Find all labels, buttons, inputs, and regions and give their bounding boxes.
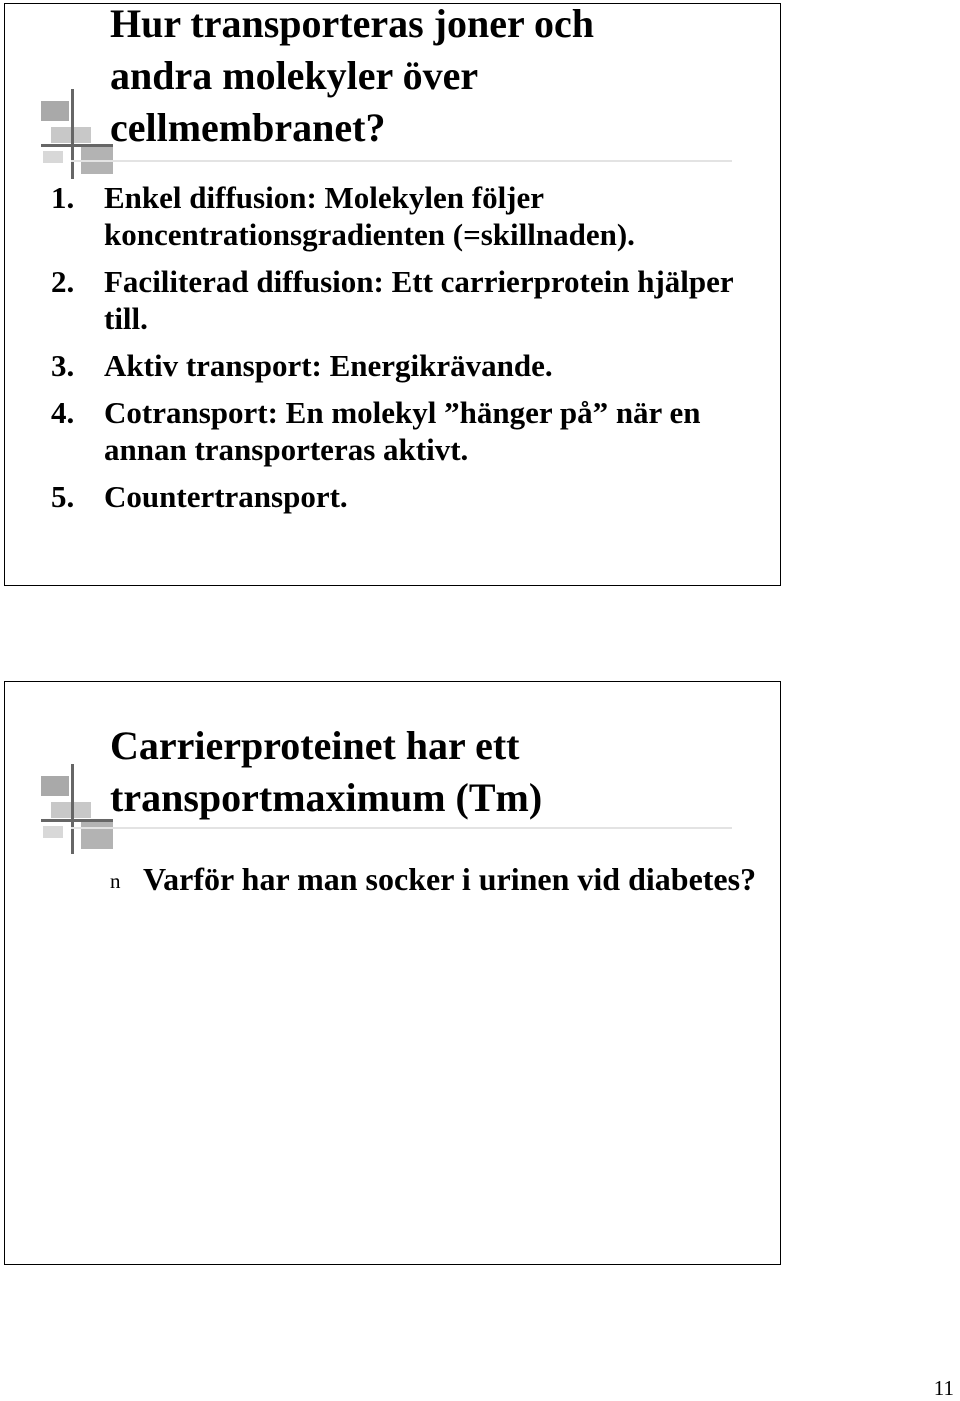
list-item (5, 394, 775, 468)
bullet-list (5, 858, 775, 901)
slide-2 (4, 681, 781, 1265)
item-number: 4. (51, 395, 75, 430)
title-line: transportmaximum (Tm) (110, 775, 543, 820)
transport-list (5, 179, 775, 525)
item-number: 2. (51, 264, 75, 299)
item-number: 5. (51, 479, 75, 514)
item-text: Varför har man socker i urinen vid diabetes? (143, 861, 757, 897)
slide-decoration-icon (41, 764, 113, 854)
item-number: 1. (51, 180, 75, 215)
title-line: cellmembranet? (110, 105, 386, 150)
list-item (5, 263, 775, 337)
slide-decoration-icon (41, 89, 113, 179)
slide-title (110, 720, 542, 824)
item-text: Cotransport: En molekyl ”hänger på” när en annan transporteras aktivt. (104, 395, 701, 467)
slide-title (110, 3, 594, 154)
bullet-marker: n (110, 869, 121, 893)
item-number: 3. (51, 348, 75, 383)
list-item (5, 478, 775, 515)
list-item (5, 179, 775, 253)
title-line: andra molekyler över (110, 53, 479, 98)
item-text: Aktiv transport: Energikrävande. (104, 348, 553, 383)
list-item (5, 347, 775, 384)
title-divider (71, 827, 732, 829)
item-text: Faciliterad diffusion: Ett carrierprotein hjälper till. (104, 264, 734, 336)
slide-1 (4, 3, 781, 586)
list-item (5, 858, 775, 901)
item-text: Enkel diffusion: Molekylen följer koncentrationsgradienten (=skillnaden). (104, 180, 635, 252)
title-line: Hur transporteras joner och (110, 3, 595, 46)
page-number: 11 (933, 1376, 954, 1400)
item-text: Countertransport. (104, 479, 348, 514)
title-divider (71, 160, 732, 162)
title-line: Carrierproteinet har ett (110, 723, 520, 768)
